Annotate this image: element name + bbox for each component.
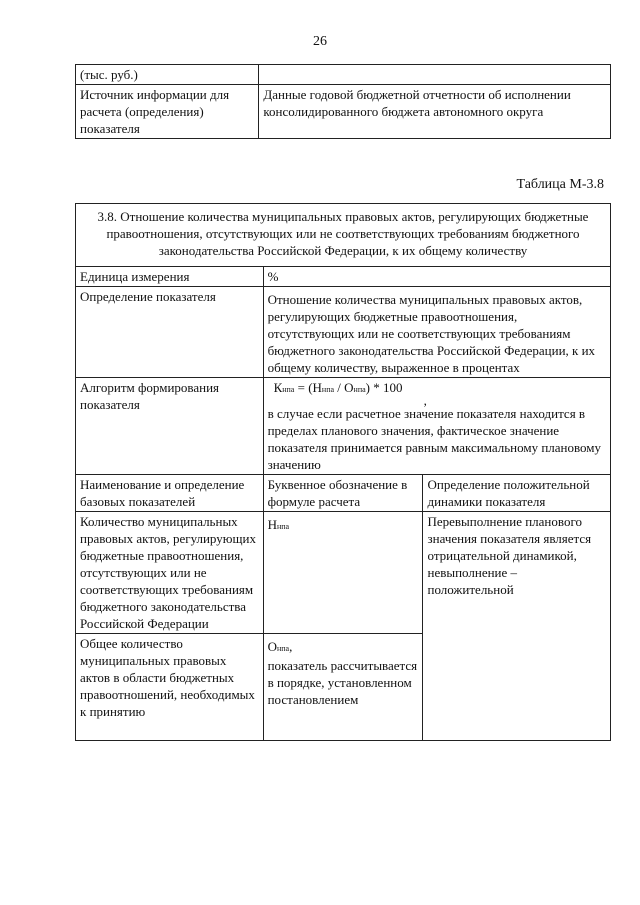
definition-value: Отношение количества муниципальных правовых актов, регулирующих бюджетные правоотношения, отсутствующих или не соответствующих требованиям бюджетного законодательства Российской Федерации, к их общему количеству, выраженное в процентах — [263, 287, 610, 378]
algorithm-cell — [263, 378, 610, 475]
page-number: 26 — [313, 34, 327, 49]
dynamics-text: Перевыполнение планового значения показателя является отрицательной динамикой, невыполнение – положительной — [423, 512, 611, 741]
indicator-table — [75, 203, 611, 741]
table-row — [76, 204, 611, 267]
table-row — [76, 512, 611, 634]
table-row — [76, 267, 611, 287]
base-indicators-label: Наименование и определение базовых показателей — [76, 475, 264, 512]
row-n-symbol — [263, 512, 423, 634]
algorithm-note: в случае если расчетное значение показателя находится в пределах планового значения, фактическое значение показателя принимается равным максимальному плановому значению — [267, 406, 602, 472]
algorithm-label: Алгоритм формирования показателя — [76, 378, 264, 475]
definition-label: Определение показателя — [76, 287, 264, 378]
formula-div: / О — [334, 380, 354, 395]
unit-label: Единица измерения — [76, 267, 264, 287]
symbol-o-comma: , — [289, 639, 293, 654]
table-row — [76, 65, 611, 85]
table-row — [76, 475, 611, 512]
formula-k: К — [273, 380, 283, 395]
row-o-label: Общее количество муниципальных правовых актов в области бюджетных правоотношений, необходимых к принятию — [76, 634, 264, 741]
indicator-heading: 3.8. Отношение количества муниципальных правовых актов, регулирующих бюджетные правоотношения, отсутствующих или не соответствующих требованиям бюджетного законодательства Российской Федерации, к их общему количеству — [76, 204, 611, 267]
formula-k-sub: нпа — [282, 385, 295, 394]
symbol-n: Н — [267, 517, 277, 532]
row-o-cell — [263, 634, 423, 741]
unit-value: % — [263, 267, 610, 287]
symbol-o-sub: нпа — [276, 644, 290, 653]
source-label: Источник информации для расчета (определения) показателя — [76, 85, 259, 139]
formula-comma: , — [423, 393, 427, 408]
formula-eq: = (Н — [294, 380, 322, 395]
table-row — [76, 378, 611, 475]
table-row — [76, 85, 611, 139]
formula-n-sub: нпа — [321, 385, 335, 394]
symbol-header: Буквенное обозначение в формуле расчета — [263, 475, 423, 512]
dynamics-header: Определение положительной динамики показателя — [423, 475, 611, 512]
source-value: Данные годовой бюджетной отчетности об исполнении консолидированного бюджета автономного округа — [259, 85, 611, 139]
table-row — [76, 287, 611, 378]
row-o-text: показатель рассчитывается в порядке, установленном постановлением — [267, 658, 418, 707]
formula-o-sub: нпа — [353, 385, 366, 394]
row-n-label: Количество муниципальных правовых актов, регулирующих бюджетные правоотношения, отсутствующих или не соответствующих требованиям бюджетного законодательства Российской Федерации — [76, 512, 264, 634]
unit-cell: (тыс. руб.) — [76, 65, 259, 85]
symbol-n-sub: нпа — [276, 522, 290, 531]
empty-cell — [259, 65, 611, 85]
formula-tail: ) * 100 — [365, 380, 403, 395]
table-label: Таблица М-3.8 — [516, 177, 604, 192]
formula — [268, 379, 606, 408]
symbol-o: О — [267, 639, 277, 654]
source-info-table — [75, 64, 611, 139]
